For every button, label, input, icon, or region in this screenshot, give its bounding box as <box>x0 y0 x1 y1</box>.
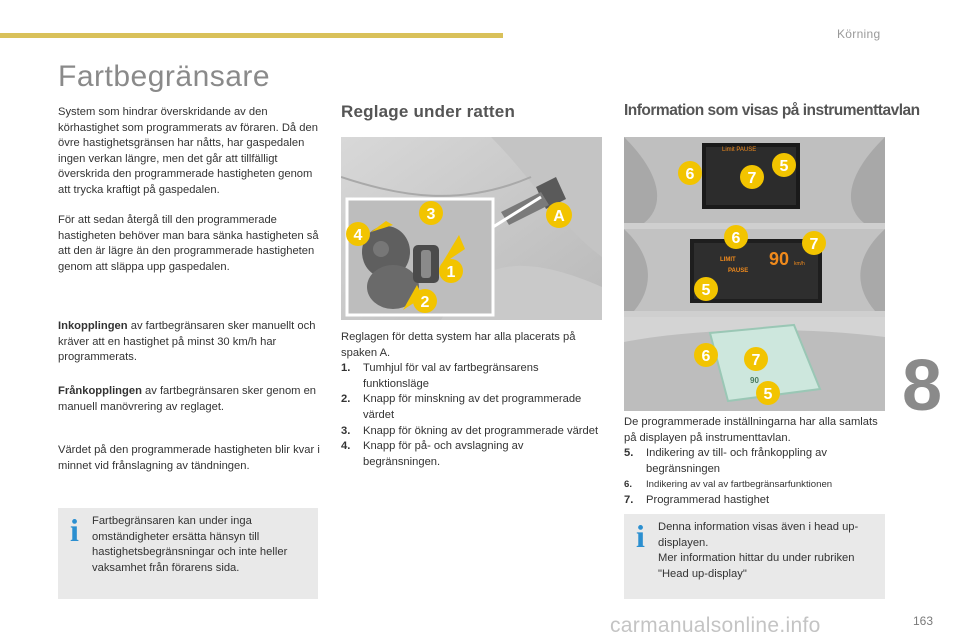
activation-label: Inkopplingen <box>58 320 128 332</box>
figure-label-5-bot <box>756 381 780 405</box>
figure-label-5-mid <box>694 277 718 301</box>
list-item: 5. Indikering av till- och frånkoppling av begränsningen <box>624 447 827 475</box>
header-accent-bar <box>0 33 503 38</box>
list-item: 1. Tumhjul för val av fartbegränsarens funktionsläge <box>341 362 539 390</box>
info-icon: i <box>70 512 79 548</box>
svg-text:6: 6 <box>701 348 711 365</box>
info-box-hud <box>624 514 885 599</box>
activation-paragraph <box>58 319 320 366</box>
screen-2-limit: LIMIT <box>720 257 736 263</box>
deactivation-text: av fartbegränsaren sker genom en manuell manövrering av reglaget. <box>58 385 317 413</box>
activation-text: av fartbegränsaren sker manuellt och kräver att en hastighet på minst 30 km/h har programmerats. <box>58 320 316 364</box>
svg-text:2: 2 <box>420 294 430 311</box>
intro-paragraph: System som hindrar överskridande av den körhastighet som programmerats av föraren. Då den övre hastighetsgränsen har nåtts, har gaspedalen ingen verkan längre, men det går att tillfälligt överskrida den programmerade hastigheten genom att trycka kraftigt på gaspedalen. <box>58 106 318 196</box>
svg-text:6: 6 <box>731 230 741 247</box>
deactivation-label: Frånkopplingen <box>58 385 142 397</box>
screen-3-speed: 90 <box>750 376 759 385</box>
figure-label-3 <box>419 201 443 225</box>
figure-label-6-mid <box>724 225 748 249</box>
figure-label-7-top <box>740 165 764 189</box>
figure-label-2 <box>413 289 437 313</box>
svg-text:7: 7 <box>809 236 819 253</box>
figure-label-1 <box>439 259 463 283</box>
info-icon: i <box>636 518 645 554</box>
svg-text:4: 4 <box>353 227 363 244</box>
list-item: 6. Indikering av val av fartbegränsarfunktionen <box>624 479 833 491</box>
display-intro: De programmerade inställningarna har alla samlats på displayen på instrumenttavlan. <box>624 416 878 444</box>
info-box-text: Fartbegränsaren kan under inga omständigheter ersätta hänsyn till hastighetsbegränsningar och inte heller vaksamhet från förarens sida. <box>92 515 288 574</box>
chapter-number: 8 <box>902 346 943 426</box>
steering-controls-figure <box>341 137 602 320</box>
figure-label-7-bot <box>744 347 768 371</box>
figure-label-4 <box>346 222 370 246</box>
page-title: Fartbegränsare <box>58 60 271 93</box>
screen-2-speed: 90 <box>769 249 790 269</box>
controls-intro: Reglagen för detta system har alla placerats på spaken A. <box>341 331 576 359</box>
page-number: 163 <box>913 614 934 628</box>
instrument-display-illustration <box>624 137 885 411</box>
deactivation-paragraph <box>58 384 320 415</box>
svg-text:5: 5 <box>701 282 711 299</box>
figure-label-5-top <box>772 153 796 177</box>
svg-text:1: 1 <box>446 264 456 281</box>
info-box-2-line-2: Mer information hittar du under rubriken "Head up-display" <box>658 552 855 580</box>
svg-text:7: 7 <box>751 352 761 369</box>
svg-text:5: 5 <box>763 386 773 403</box>
list-item: 2. Knapp för minskning av det programmerade värdet <box>341 393 582 421</box>
watermark: carmanualsonline.info <box>610 614 821 637</box>
list-item: 7. Programmerad hastighet <box>624 493 770 506</box>
controls-list <box>341 361 603 470</box>
svg-text:A: A <box>553 208 565 225</box>
figure-label-7-mid <box>802 231 826 255</box>
memory-paragraph: Värdet på den programmerade hastigheten blir kvar i minnet vid frånslagning av tändningen. <box>58 444 320 472</box>
controls-heading: Reglage under ratten <box>341 102 516 121</box>
screen-1-text: Limit PAUSE <box>722 147 757 153</box>
figure-label-6-bot <box>694 343 718 367</box>
list-item: 3. Knapp för ökning av det programmerade värdet <box>341 424 599 437</box>
figure-label-A <box>546 202 572 228</box>
instrument-display-figure <box>624 137 885 411</box>
display-heading: Information som visas på instrumenttavlan <box>624 102 920 119</box>
info-box-2-line-1: Denna information visas även i head up-displayen. <box>658 521 859 549</box>
display-description <box>624 415 886 509</box>
figure-label-6-top <box>678 161 702 185</box>
svg-text:5: 5 <box>779 158 789 175</box>
section-label: Körning <box>837 27 881 41</box>
svg-text:3: 3 <box>426 206 436 223</box>
screen-2-unit: km/h <box>794 261 805 267</box>
screen-2-pause: PAUSE <box>728 268 749 274</box>
list-item: 4. Knapp för på- och avslagning av begränsningen. <box>341 440 524 468</box>
steering-controls-illustration <box>341 137 602 320</box>
info-box-warning <box>58 508 318 599</box>
svg-text:7: 7 <box>747 170 757 187</box>
controls-description <box>341 330 603 470</box>
intro-paragraph-2: För att sedan återgå till den programmerade hastigheten behöver man bara sänka hastigheten så att den är lägre än den programmerade hastigheten genom att släppa upp gaspedalen. <box>58 214 319 273</box>
svg-text:6: 6 <box>685 166 695 183</box>
display-list <box>624 446 886 508</box>
